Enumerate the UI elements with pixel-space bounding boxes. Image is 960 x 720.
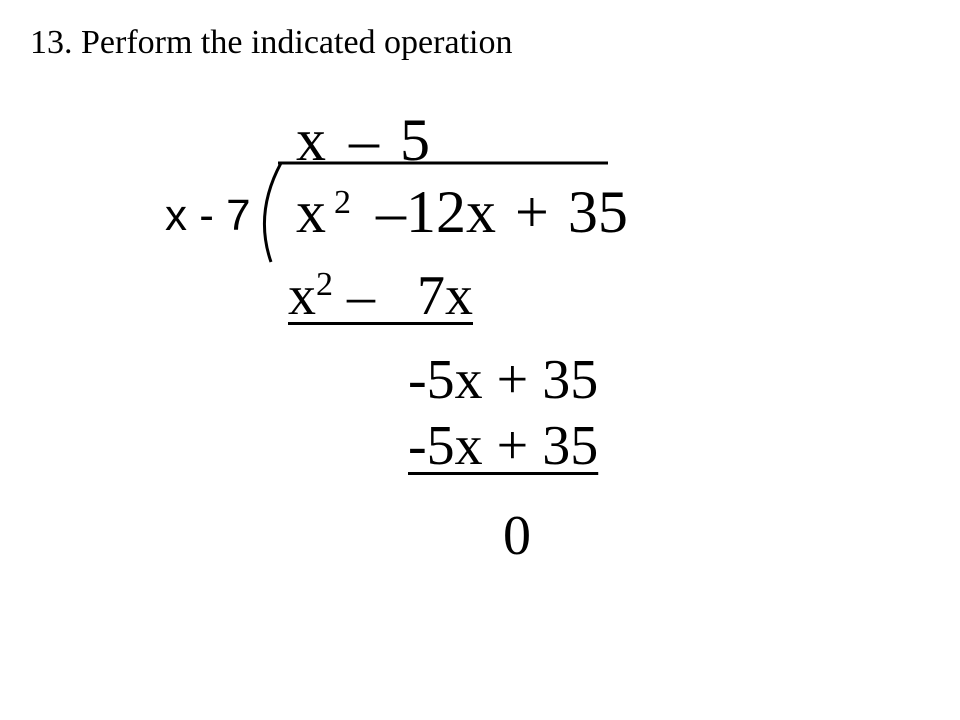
step1-expression [288, 265, 473, 327]
quotient-operator: – [349, 107, 379, 173]
quotient-term1: x [296, 107, 326, 173]
step1-exponent: 2 [316, 266, 333, 304]
remainder-1: -5x + 35 [408, 349, 599, 411]
step1-term: 7x [417, 265, 473, 327]
dividend-term3: 35 [567, 179, 628, 245]
dividend [296, 179, 628, 245]
dividend-operator-1: – [376, 179, 406, 245]
quotient-term2: 5 [400, 107, 430, 173]
final-remainder: 0 [503, 505, 531, 567]
problem-title: 13. Perform the indicated operation [30, 24, 513, 61]
step2-expression: -5x + 35 [408, 415, 599, 477]
step2-subtrahend [408, 415, 599, 477]
step1-subtrahend [288, 265, 473, 327]
dividend-exponent: 2 [334, 184, 351, 222]
quotient [296, 107, 430, 173]
dividend-term2: 12x [406, 179, 496, 245]
divisor: x - 7 [165, 191, 251, 240]
step1-base: x [288, 265, 316, 327]
dividend-base: x [296, 179, 326, 245]
step1-operator: – [347, 265, 375, 327]
dividend-operator-2: + [515, 179, 549, 245]
division-paren [264, 163, 281, 262]
